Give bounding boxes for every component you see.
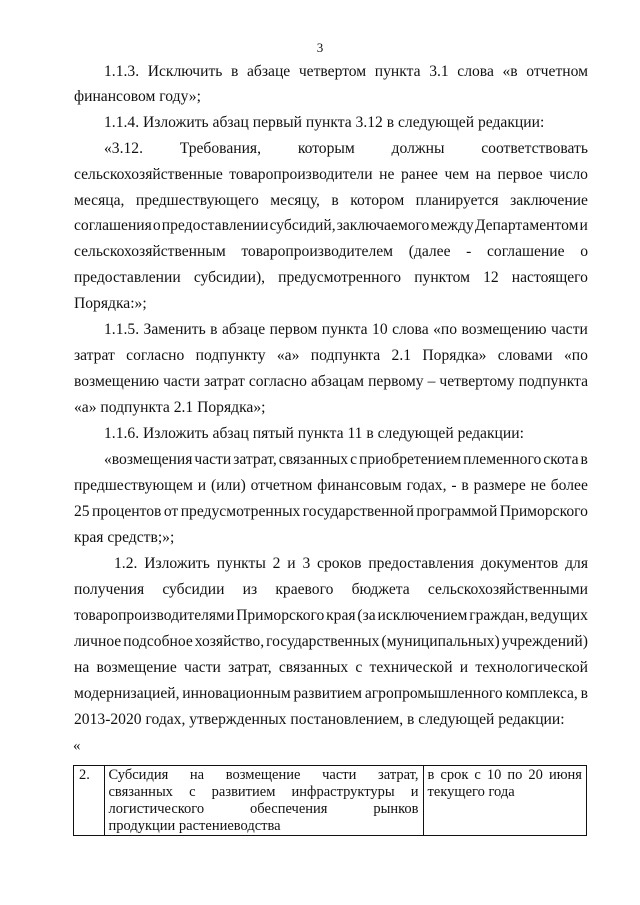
word: не xyxy=(530,477,546,494)
word: пункта xyxy=(374,63,421,80)
word: возмещение xyxy=(96,659,177,676)
text-line: финансовом году»; xyxy=(74,88,201,105)
word: части xyxy=(194,451,232,468)
word: агропромышленного xyxy=(364,685,503,702)
word: сельскохозяйственные xyxy=(74,166,223,183)
word: 1.2. xyxy=(114,555,138,572)
word: бюджета xyxy=(351,581,410,598)
word: более xyxy=(550,477,588,494)
word: 2.1 xyxy=(391,347,412,364)
word: первом xyxy=(269,321,318,338)
word: получения xyxy=(74,581,145,598)
word: из xyxy=(242,581,258,598)
text-line xyxy=(104,320,588,340)
text-line xyxy=(104,62,588,82)
word: абзаце xyxy=(247,63,291,80)
word: субсидии), xyxy=(193,269,266,286)
word: предусмотренного xyxy=(278,269,402,286)
word: процентов xyxy=(92,503,162,520)
word: приобретением xyxy=(359,451,462,468)
text-line xyxy=(74,346,588,366)
text-line xyxy=(74,580,588,600)
text-line: «а» подпункта 2.1 Порядка»; xyxy=(74,399,266,416)
table-row xyxy=(74,766,587,836)
text-line xyxy=(74,476,588,496)
word: «а» xyxy=(276,347,300,364)
word: инфраструктуры xyxy=(291,784,395,800)
word: товаропроизводителем xyxy=(241,243,394,260)
word: заключение xyxy=(510,192,588,209)
word: предшествующего xyxy=(135,192,259,209)
text-line xyxy=(74,268,588,288)
word: связанных xyxy=(278,451,349,468)
word: и xyxy=(579,217,588,234)
word: соответствовать xyxy=(481,140,588,157)
word: с xyxy=(350,451,357,468)
word: соглашение xyxy=(486,243,565,260)
word: в xyxy=(461,477,469,494)
word: - xyxy=(466,243,472,260)
word: планируется xyxy=(415,192,499,209)
word: Приморского xyxy=(499,503,588,520)
word: 12 xyxy=(483,269,499,286)
word: месяцу, xyxy=(270,192,320,209)
cell-line xyxy=(109,801,419,818)
word: подпункта xyxy=(310,347,381,364)
word: возмещение xyxy=(225,767,301,783)
word: предоставлении xyxy=(74,269,181,286)
word: граждан, xyxy=(469,607,529,624)
word: логистического xyxy=(108,801,205,817)
word: рынков xyxy=(373,801,419,817)
word: Заменить xyxy=(143,321,206,338)
word: товаропроизводители xyxy=(229,166,373,183)
text-line xyxy=(74,242,588,262)
submission-deadline xyxy=(423,766,586,836)
schedule-table xyxy=(73,765,587,836)
word: должны xyxy=(391,140,445,157)
word: и xyxy=(410,784,419,800)
word: котором xyxy=(350,192,405,209)
word: на xyxy=(189,767,205,783)
word: слова xyxy=(457,63,494,80)
text-line xyxy=(104,450,588,470)
word: 20 xyxy=(528,767,543,783)
word: между xyxy=(430,217,474,234)
text-line: Порядка:»; xyxy=(74,295,147,312)
word: сельскохозяйственным xyxy=(74,243,226,260)
text-line xyxy=(74,372,588,392)
word: 3 xyxy=(302,555,311,572)
text-line xyxy=(74,632,588,652)
word: для xyxy=(565,555,588,572)
word: с xyxy=(189,784,196,800)
word: (муниципальных) xyxy=(381,633,500,650)
word: «в xyxy=(502,63,518,80)
word: скота xyxy=(543,451,579,468)
word: размере xyxy=(473,477,526,494)
word: пунктом xyxy=(414,269,471,286)
word: и xyxy=(459,659,469,676)
word: развитием xyxy=(211,784,276,800)
word: «по xyxy=(563,347,588,364)
word: соглашения xyxy=(74,217,152,234)
word: 10 xyxy=(372,321,388,338)
word: - xyxy=(451,477,457,494)
word: затрат xyxy=(74,347,115,364)
word: «по xyxy=(433,321,458,338)
word: ведущих xyxy=(530,607,588,624)
text-line: 1.1.4. Изложить абзац первый пункта 3.12 в следующей редакции: xyxy=(104,114,545,131)
word: связанных xyxy=(108,784,173,800)
word: согласно xyxy=(248,373,307,390)
word: в xyxy=(231,63,239,80)
word: месяца, xyxy=(74,192,125,209)
word: которым xyxy=(297,140,355,157)
word: части xyxy=(551,321,588,338)
word: в xyxy=(580,451,588,468)
word: по xyxy=(507,767,523,783)
word: затрат xyxy=(203,373,245,390)
word: документов xyxy=(480,555,559,572)
word: затрат, xyxy=(233,451,277,468)
word: – xyxy=(427,373,436,390)
word: слова xyxy=(392,321,429,338)
word: в xyxy=(331,192,339,209)
word: четвертому xyxy=(439,373,515,390)
word: абзаце xyxy=(221,321,266,338)
word: в xyxy=(427,767,435,783)
text-line xyxy=(104,139,588,159)
word: четвертом xyxy=(298,63,367,80)
word: края xyxy=(326,607,356,624)
word: технической xyxy=(369,659,453,676)
text-line xyxy=(74,191,588,211)
word: с xyxy=(355,659,363,676)
cell-line xyxy=(109,767,419,784)
word: Приморского xyxy=(236,607,325,624)
text-line xyxy=(74,216,588,236)
text-line xyxy=(74,165,588,185)
word: субсидий, xyxy=(269,217,336,234)
word: государственных xyxy=(266,633,380,650)
word: Изложить xyxy=(144,555,210,572)
word: племенного xyxy=(463,451,542,468)
opening-quote: « xyxy=(73,738,81,754)
word: сроков xyxy=(317,555,362,572)
word: срок xyxy=(440,767,469,783)
text-line: 2013-2020 годах, утвержденных постановлением, в следующей редакции: xyxy=(74,711,565,728)
word: личное xyxy=(74,633,122,650)
word: годах, xyxy=(406,477,447,494)
word: (за xyxy=(357,607,376,624)
word: Департаментом xyxy=(474,217,579,234)
word: 25 xyxy=(74,503,90,520)
word: заключаемого xyxy=(336,217,430,234)
word: и xyxy=(197,477,207,494)
word: в xyxy=(580,685,588,702)
word: июня xyxy=(548,767,582,783)
cell-line: текущего года xyxy=(427,784,515,800)
word: Субсидия xyxy=(108,767,169,783)
word: пункта xyxy=(321,321,368,338)
word: Порядка» xyxy=(422,347,487,364)
word: отчетном xyxy=(250,477,313,494)
word: «3.12. xyxy=(104,140,143,157)
word: предусмотренных xyxy=(180,503,301,520)
word: 2 xyxy=(272,555,281,572)
word: чем xyxy=(444,166,470,183)
word: комплекса, xyxy=(505,685,578,702)
word: ранее xyxy=(400,166,438,183)
word: предшествующем xyxy=(74,477,193,494)
word: 3.1 xyxy=(429,63,449,80)
word: «возмещения xyxy=(104,451,193,468)
word: предоставлении xyxy=(161,217,269,234)
word: пункты xyxy=(216,555,266,572)
word: обеспечения xyxy=(250,801,328,817)
word: товаропроизводителями xyxy=(74,607,235,624)
word: краевого xyxy=(275,581,334,598)
cell-line: продукции растениеводства xyxy=(108,818,281,834)
word: о xyxy=(580,243,588,260)
word: от xyxy=(163,503,179,520)
word: части xyxy=(184,659,221,676)
word: подпункта xyxy=(518,373,588,390)
word: на xyxy=(74,659,90,676)
cell-line xyxy=(428,767,582,784)
word: части xyxy=(322,767,357,783)
word: затрат, xyxy=(378,767,419,783)
word: финансовым xyxy=(317,477,402,494)
word: первое xyxy=(497,166,543,183)
word: развитием xyxy=(293,685,363,702)
word: Требования, xyxy=(179,140,262,157)
word: связанных xyxy=(278,659,349,676)
word: отчетном xyxy=(526,63,588,80)
word: на xyxy=(475,166,491,183)
word: учреждений) xyxy=(501,633,588,650)
text-line: 1.1.6. Изложить абзац пятый пункта 11 в следующей редакции: xyxy=(104,425,524,442)
row-number: 2. xyxy=(74,766,105,836)
text-line xyxy=(74,658,588,678)
word: инновационным xyxy=(182,685,291,702)
word: 1.1.5. xyxy=(104,321,140,338)
word: число xyxy=(549,166,588,183)
word: о xyxy=(152,217,161,234)
word: настоящего xyxy=(511,269,588,286)
word: абзацам xyxy=(310,373,365,390)
word: 1.1.3. xyxy=(104,63,140,80)
word: Исключить xyxy=(147,63,223,80)
word: государственной xyxy=(302,503,414,520)
word: возмещению xyxy=(461,321,547,338)
word: подсобное xyxy=(123,633,193,650)
word: согласно xyxy=(126,347,185,364)
subsidy-description xyxy=(104,766,423,836)
text-line xyxy=(74,684,588,704)
word: (или) xyxy=(210,477,246,494)
word: субсидии xyxy=(162,581,225,598)
word: возмещению xyxy=(74,373,160,390)
cell-line xyxy=(109,784,419,801)
word: сельскохозяйственными xyxy=(427,581,588,598)
word: программой xyxy=(416,503,498,520)
word: в xyxy=(210,321,218,338)
text-line: края средств;»; xyxy=(74,529,175,546)
word: модернизацией, xyxy=(74,685,180,702)
word: (далее xyxy=(408,243,451,260)
word: исключением xyxy=(377,607,468,624)
word: затрат, xyxy=(228,659,272,676)
word: и xyxy=(287,555,296,572)
word: 10 xyxy=(486,767,502,783)
text-line xyxy=(114,554,588,574)
word: части xyxy=(163,373,200,390)
word: технологической xyxy=(475,659,588,676)
text-line xyxy=(74,502,588,522)
word: не xyxy=(379,166,395,183)
word: подпункту xyxy=(195,347,266,364)
text-line xyxy=(74,606,588,626)
word: первому xyxy=(368,373,424,390)
word: хозяйство, xyxy=(194,633,265,650)
word: словами xyxy=(497,347,553,364)
page-number: 3 xyxy=(316,40,324,55)
word: с xyxy=(474,767,481,783)
word: предоставления xyxy=(368,555,474,572)
